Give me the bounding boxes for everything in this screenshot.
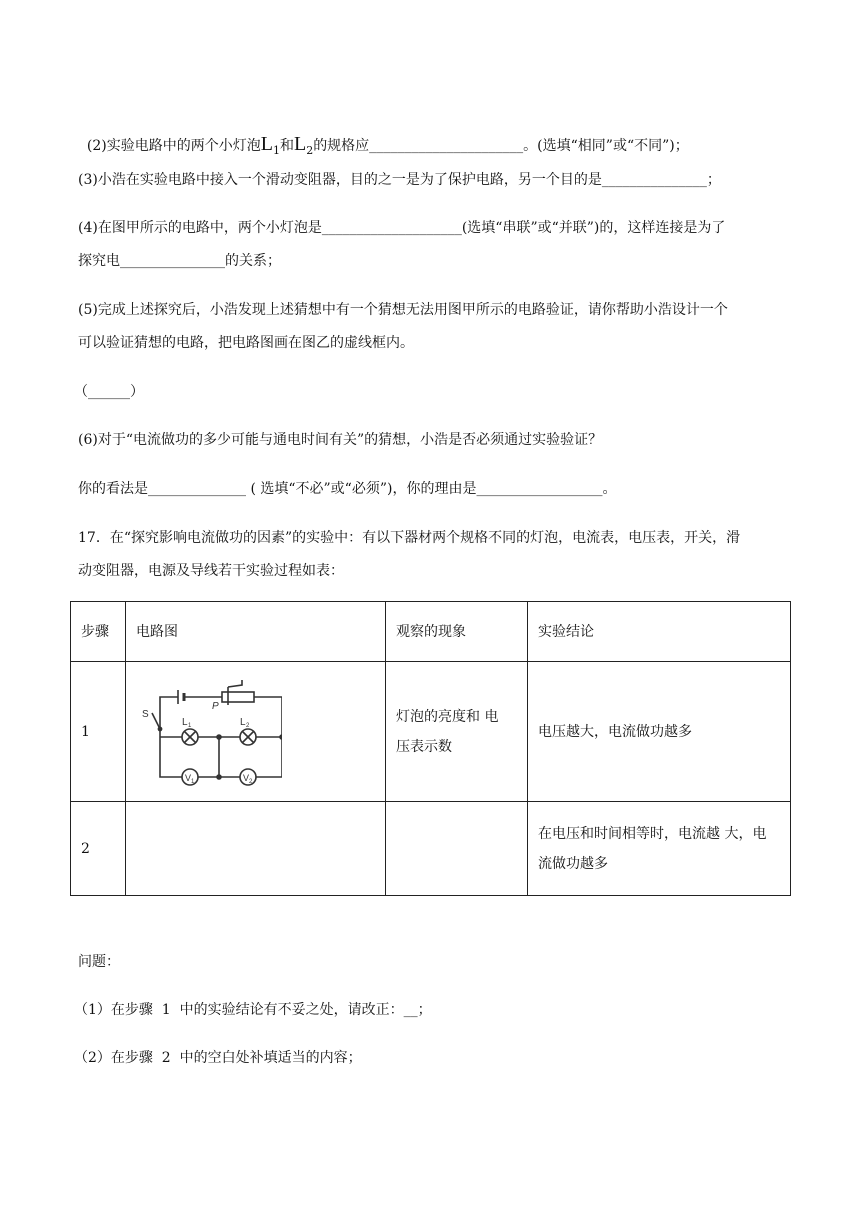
row-1-phenomenon-line-1: 灯泡的亮度和 电 xyxy=(396,708,499,725)
voltmeter-1-label-sub: 1 xyxy=(191,778,195,785)
question-5-line-2: 可以验证猜想的电路，把电路图画在图乙的虚线框内。 xyxy=(78,335,414,351)
switch-label: S xyxy=(142,708,149,720)
slider-label: P xyxy=(212,700,219,712)
questions-q2: （2）在步骤 2 中的空白处补填适当的内容； xyxy=(74,1050,362,1066)
lamp-2-symbol: L xyxy=(293,133,307,155)
slider-wire xyxy=(228,680,242,687)
lamp-1-subscript: 1 xyxy=(272,143,280,157)
question-17-line-2: 动变阻器，电源及导线若干实验过程如表： xyxy=(78,563,344,579)
question-4-line-1: (4)在图甲所示的电路中，两个小灯泡是____________________(选填“串联”或“并联”)的，这样连接是为了 xyxy=(78,220,726,236)
junction-right xyxy=(280,735,282,739)
wire-left-top xyxy=(160,697,178,729)
row-1-circuit-cell xyxy=(126,662,386,802)
junction-top xyxy=(217,735,221,739)
row-1-step: 1 xyxy=(71,662,126,802)
wire-rheostat-right xyxy=(254,697,282,717)
switch-blade xyxy=(152,713,160,729)
header-conclusion: 实验结论 xyxy=(528,602,791,662)
row-1-phenomenon xyxy=(386,662,528,802)
row-1-phenomenon-line-2: 压表示数 xyxy=(396,738,452,755)
row-1-conclusion: 电压越大，电流做功越多 xyxy=(528,662,791,802)
experiment-table xyxy=(70,601,791,896)
junction-bottom xyxy=(217,775,221,779)
question-6-line-2: 你的看法是______________ ( 选填“不必”或“必须”)，你的理由是__________________。 xyxy=(78,481,617,497)
row-2-circuit-cell[interactable] xyxy=(126,802,386,896)
question-3: (3)小浩在实验电路中接入一个滑动变阻器，目的之一是为了保护电路，另一个目的是_______________； xyxy=(78,172,721,188)
table-row xyxy=(71,802,791,896)
lamp-1-label-sub: 1 xyxy=(188,722,192,729)
lamp-2-subscript: 2 xyxy=(306,143,314,157)
header-step: 步骤 xyxy=(71,602,126,662)
question-2-and: 和 xyxy=(279,138,294,154)
wire-lamp-row-3 xyxy=(256,717,282,737)
question-4-line-2: 探究电_______________的关系； xyxy=(78,253,281,269)
wire-left-down xyxy=(160,737,182,777)
rheostat xyxy=(222,692,254,702)
table-row xyxy=(71,662,791,802)
table-header-row xyxy=(71,602,791,662)
question-5-answer-blank[interactable]: （______） xyxy=(74,384,144,400)
question-2 xyxy=(78,114,689,161)
lamp-1-symbol: L xyxy=(260,133,273,155)
questions-q1: （1）在步骤 1 中的实验结论有不妥之处，请改正：__； xyxy=(74,1002,432,1018)
lamp-2-label-sub: 2 xyxy=(246,722,250,729)
question-6-line-1: (6)对于“电流做功的多少可能与通电时间有关”的猜想，小浩是否必须通过实验验证？ xyxy=(78,432,603,448)
row-2-conclusion-line-2: 流做功越多 xyxy=(538,855,608,872)
voltmeter-2-label: V xyxy=(243,772,250,783)
voltmeter-2-label-sub: 2 xyxy=(249,778,253,785)
circuit-diagram xyxy=(132,677,282,787)
question-17-line-1: 17．在“探究影响电流做功的因素”的实验中：有以下器材两个规格不同的灯泡，电流表，电压表，开关，滑 xyxy=(78,530,741,546)
header-phenomenon: 观察的现象 xyxy=(386,602,528,662)
question-5-line-1: (5)完成上述探究后，小浩发现上述猜想中有一个猜想无法用图甲所示的电路验证，请你帮助小浩设计一个 xyxy=(78,302,728,318)
lamp-2-label: L xyxy=(240,716,246,728)
row-2-conclusion xyxy=(528,802,791,896)
wire-right-down xyxy=(256,737,282,777)
lamp-1-label: L xyxy=(182,716,188,728)
header-circuit: 电路图 xyxy=(126,602,386,662)
row-2-phenomenon[interactable] xyxy=(386,802,528,896)
question-2-pre: (2)实验电路中的两个小灯泡 xyxy=(86,138,261,154)
questions-title: 问题： xyxy=(78,954,120,970)
row-2-step: 2 xyxy=(71,802,126,896)
row-2-conclusion-line-1: 在电压和时间相等时，电流越 大，电 xyxy=(538,825,767,842)
voltmeter-1-label: V xyxy=(185,772,192,783)
question-2-post: 的规格应______________________。(选填“相同”或“不同”)； xyxy=(313,138,689,154)
